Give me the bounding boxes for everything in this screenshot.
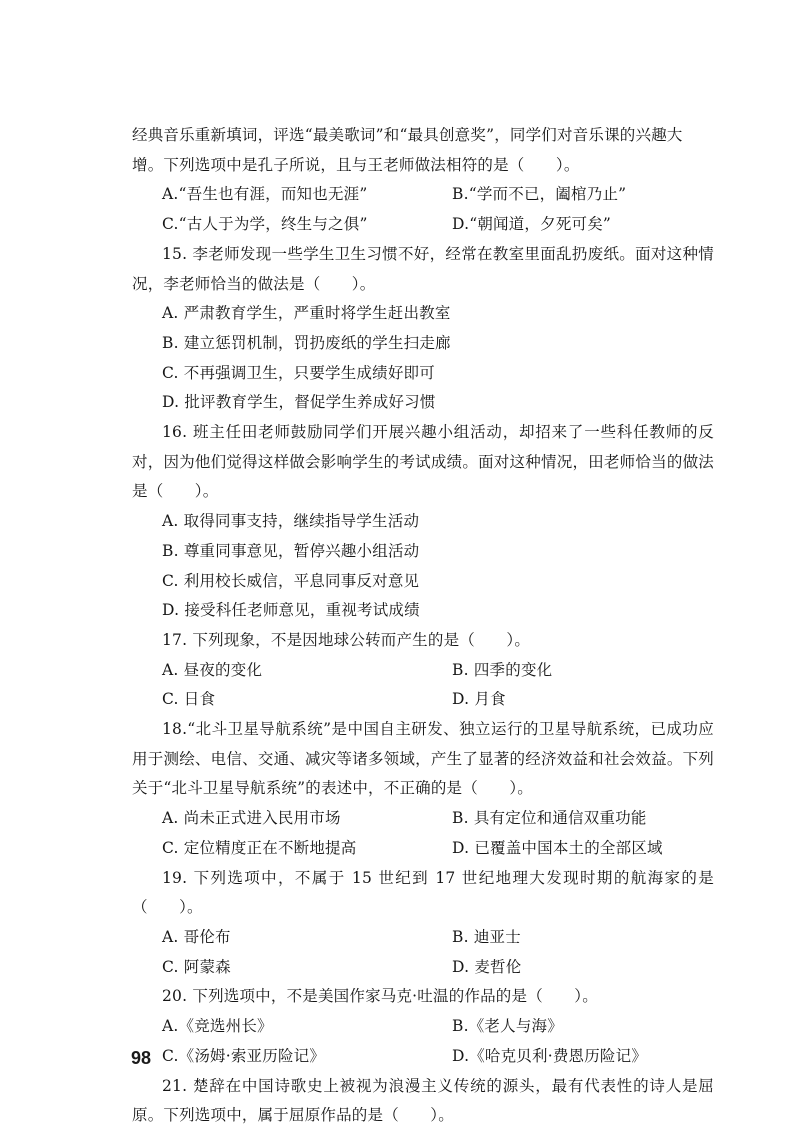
q20-options-row-2 [132,1042,714,1072]
q20-stem: 20. 下列选项中，不是美国作家马克·吐温的作品的是（ ）。 [162,987,598,1006]
q14-option-b: B.“学而不已，阖棺乃止” [452,185,627,204]
q14-options-row-2 [132,210,714,240]
q17-option-d: D. 月食 [452,690,506,709]
q17-options-row-1 [132,656,714,686]
q18-option-d: D. 已覆盖中国本土的全部区域 [452,838,663,857]
question-content [132,121,714,1131]
page-number: 98 [131,1048,152,1068]
q14-option-d: D.“朝闻道，夕死可矣” [452,215,612,234]
q19-options-row-2 [132,953,714,983]
q14-option-c: C.“古人于为学，终生与之俱” [162,215,368,234]
q18-option-b: B. 具有定位和通信双重功能 [452,809,647,828]
q16-option-c: C. 利用校长威信，平息同事反对意见 [162,571,420,590]
q15-option-a: A. 严肃教育学生，严重时将学生赶出教室 [162,304,451,323]
q18-option-c: C. 定位精度正在不断地提高 [162,838,357,857]
q14-options-row-1 [132,180,714,210]
q15-option-b: B. 建立惩罚机制，罚扔废纸的学生扫走廊 [162,333,451,352]
q17-stem: 17. 下列现象，不是因地球公转而产生的是（ ）。 [162,630,531,649]
q17-option-c: C. 日食 [162,690,216,709]
q17-option-a: A. 昼夜的变化 [162,660,263,679]
q21-stem: 21. 楚辞在中国诗歌史上被视为浪漫主义传统的源头，最有代表性的诗人是屈原。下列选项中，属于屈原作品的是（ ）。 [132,1076,714,1125]
q18-option-a: A. 尚未正式进入民用市场 [162,809,341,828]
q16-option-a: A. 取得同事支持，继续指导学生活动 [162,512,420,531]
q17-options-row-2 [132,685,714,715]
q17-option-b: B. 四季的变化 [452,660,553,679]
q15-stem: 15. 李老师发现一些学生卫生习惯不好，经常在教室里面乱扔废纸。面对这种情况，李老师恰当的做法是（ ）。 [132,244,714,293]
q15-option-d: D. 批评教育学生，督促学生养成好习惯 [162,393,436,412]
q16-stem: 16. 班主任田老师鼓励同学们开展兴趣小组活动，却招来了一些科任教师的反对，因为他们觉得这样做会影响学生的考试成绩。面对这种情况，田老师恰当的做法是（ ）。 [132,423,714,501]
q16-option-b: B. 尊重同事意见，暂停兴趣小组活动 [162,541,420,560]
q20-option-c: C.《汤姆·索亚历险记》 [162,1046,326,1065]
q20-option-b: B.《老人与海》 [452,1017,563,1036]
q20-option-d: D.《哈克贝利·费恩历险记》 [452,1046,648,1065]
q19-option-a: A. 哥伦布 [162,927,231,946]
q19-option-d: D. 麦哲伦 [452,957,522,976]
q19-option-c: C. 阿蒙森 [162,957,231,976]
q18-options-row-2 [132,834,714,864]
q19-option-b: B. 迪亚士 [452,927,521,946]
q14-option-a: A.“吾生也有涯，而知也无涯” [162,185,368,204]
q19-options-row-1 [132,923,714,953]
q18-options-row-1 [132,804,714,834]
q19-stem: 19. 下列选项中，不属于 15 世纪到 17 世纪地理大发现时期的航海家的是（ ）。 [132,868,714,917]
q20-options-row-1 [132,1012,714,1042]
q14-stem-line2: 增。下列选项中是孔子所说，且与王老师做法相符的是（ ）。 [132,155,580,174]
q14-stem-continuation [132,121,714,180]
q15-option-c: C. 不再强调卫生，只要学生成绩好即可 [162,363,435,382]
q20-option-a: A.《竞选州长》 [162,1017,273,1036]
q14-stem-line1: 经典音乐重新填词，评选“最美歌词”和“最具创意奖”，同学们对音乐课的兴趣大 [132,126,683,144]
q18-stem: 18.“北斗卫星导航系统”是中国自主研发、独立运行的卫星导航系统，已成功应用于测绘、电信、交通、减灾等诸多领域，产生了显著的经济效益和社会效益。下列关于“北斗卫星导航系统”的表述中，不正确的是（ ）。 [132,720,714,798]
q16-option-d: D. 接受科任老师意见，重视考试成绩 [162,601,420,620]
